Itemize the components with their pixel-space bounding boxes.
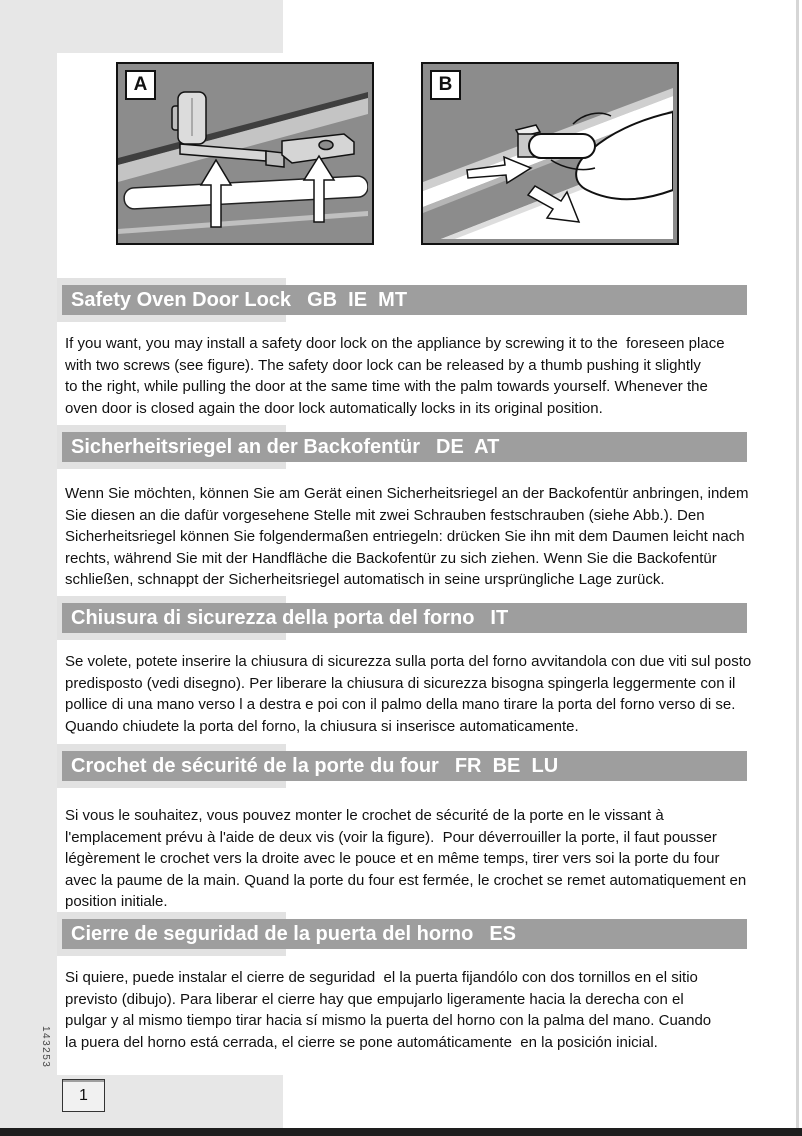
section-body-en: If you want, you may install a safety door lock on the appliance by screwing it to the foreseen place with two screws (see figure). The safety door lock can be released by a thumb pushing it slightly to the right, while pulling the door at the same time with the palm towards yourself. Whenever the oven door is closed again the door lock automatically locks in its original position. xyxy=(65,335,725,417)
page-number: 1 xyxy=(62,1079,105,1112)
section-title: Crochet de sécurité de la porte du four xyxy=(71,755,439,777)
section-title: Safety Oven Door Lock xyxy=(71,289,292,311)
section-region-codes: IT xyxy=(490,607,509,629)
section-title: Cierre de seguridad de la puerta del horno xyxy=(71,923,474,945)
figure-a xyxy=(116,62,374,245)
section-region-codes: GB IE MT xyxy=(307,289,408,311)
header-bar xyxy=(62,919,747,949)
header-bar xyxy=(62,603,747,633)
document-code: 143253 xyxy=(40,1026,51,1069)
header-bar xyxy=(62,285,747,315)
scan-margin-bottom-left xyxy=(0,1075,283,1128)
section-header-de xyxy=(57,432,747,462)
section-header-es xyxy=(57,919,747,949)
figure-a-label: A xyxy=(125,70,156,100)
header-bar xyxy=(62,432,747,462)
section-body-es: Si quiere, puede instalar el cierre de seguridad el la puerta fijandólo con dos tornillos en el sitio previsto (dibujo). Para liberar el cierre hay que empujarlo ligeramente hacia la derecha con el pulgar y al mismo tiempo tirar hacia sí mismo la puerta del horno con la palma del mano. Cuando la puera del horno está cerrada, el cierre se pone automáticamente en la posición inicial. xyxy=(65,969,712,1051)
section-body-de: Wenn Sie möchten, können Sie am Gerät einen Sicherheitsriegel an der Backofentür anbringen, indem Sie diesen an die dafür vorgesehene Stelle mit zwei Schrauben festschrauben (siehe Abb.). Den Sicherheitsriegel können Sie folgendermaßen entriegeln: drücken Sie ihn mit dem Daumen leicht nach rechts, während Sie mit der Handfläche die Backofentür zu sich ziehen. Wenn Sie die Backofentür schließen, schnappt der Sicherheitsriegel automatisch in seine ursprüngliche Lage zurück. xyxy=(65,485,749,589)
figure-b xyxy=(421,62,679,245)
section-title: Sicherheitsriegel an der Backofentür xyxy=(71,436,421,458)
section-body-it: Se volete, potete inserire la chiusura di sicurezza sulla porta del forno avvitandola con due viti sul posto predisposto (vedi disegno). Per liberare la chiusura di sicurezza bisogna spingerla leggermente con il pollice di una mano verso l a destra e poi con il palmo della mano tirare la porta del forno verso di se. Quando chiudete la porta del forno, la chiusura si inserisce automaticamente. xyxy=(65,653,752,735)
section-title: Chiusura di sicurezza della porta del forno xyxy=(71,607,475,629)
scan-bottom-bar xyxy=(0,1128,802,1136)
scan-edge-line xyxy=(796,0,799,1128)
section-region-codes: ES xyxy=(489,923,517,945)
section-header-en xyxy=(57,285,747,315)
section-header-it xyxy=(57,603,747,633)
header-bar xyxy=(62,751,747,781)
scan-margin-top-left xyxy=(0,0,283,53)
section-region-codes: DE AT xyxy=(436,436,500,458)
section-region-codes: FR BE LU xyxy=(454,755,559,777)
figure-b-label: B xyxy=(430,70,461,100)
scan-margin-left xyxy=(0,0,57,1128)
section-body-fr: Si vous le souhaitez, vous pouvez monter le crochet de sécurité de la porte en le vissant à l'emplacement prévu à l'aide de deux vis (voir la figure). Pour déverrouiller la porte, il faut pousser légèrement le crochet vers la droite avec le pouce et en même temps, tirer vers soi la porte du four avec la paume de la main. Quand la porte du four est fermée, le crochet se remet automatiquement en position initiale. xyxy=(65,807,747,911)
section-header-fr xyxy=(57,751,747,781)
